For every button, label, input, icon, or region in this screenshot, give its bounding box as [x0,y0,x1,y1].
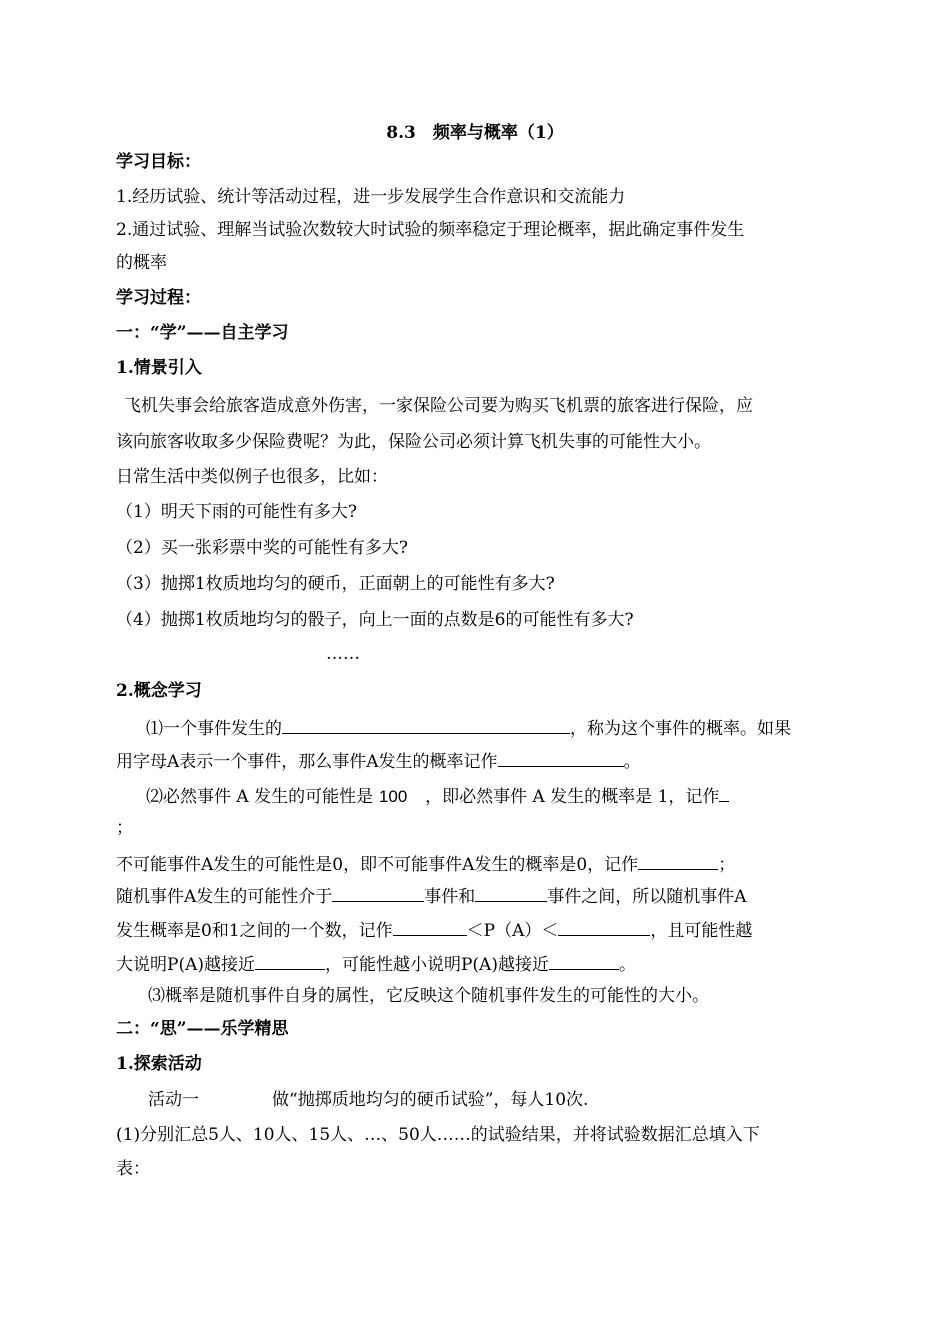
question-2: （2）买一张彩票中奖的可能性有多大? [116,538,408,558]
random-event-upper-blank[interactable] [475,886,547,902]
concept-1-line-1 [146,718,791,738]
concept-2-line-1 [146,786,729,806]
concept-1-line-2 [116,751,641,771]
concept-5-line [116,920,752,940]
concept-5-text-b: ＜P（A）＜ [466,921,559,941]
concept-4-text-b: 事件和 [424,887,476,907]
concept-1-text-a: ⑴一个事件发生的 [146,719,282,739]
impossible-event-blank[interactable] [638,854,718,870]
activity-label: 活动一 [148,1090,199,1110]
inequality-lower-blank[interactable] [393,920,467,936]
question-3: （3）抛掷1枚质地均匀的硬币，正面朝上的可能性有多大? [116,574,555,594]
objective-2-line-2: 的概率 [116,253,167,273]
random-event-lower-blank[interactable] [332,886,424,902]
concept-4-text-c: 事件之间，所以随机事件A [547,887,747,907]
concept-6-text-b: ，可能性越小说明P(A)越接近 [324,955,549,975]
objective-2-line-1: 2.通过试验、理解当试验次数较大时试验的频率稳定于理论概率，据此确定事件发生 [116,220,745,240]
part1-heading: 一：“学”——自主学习 [116,323,289,343]
objectives-heading: 学习目标： [116,152,201,172]
low-likelihood-blank[interactable] [549,954,619,970]
probability-notation-blank[interactable] [498,751,624,767]
concept-heading: 2.概念学习 [116,681,202,701]
concept-2-semicolon: ； [116,818,133,838]
certain-event-blank[interactable] [719,786,729,802]
intro-line-2: 该向旅客收取多少保险费呢？为此，保险公司必须计算飞机失事的可能性大小。 [116,432,711,452]
concept-6-text-a: 大说明P(A)越接近 [116,955,255,975]
inequality-upper-blank[interactable] [558,920,650,936]
concept-2-text-b: ，即必然事件 A 发生的概率是 1，记作 [425,787,720,807]
intro-heading: 1.情景引入 [116,358,202,378]
intro-line-1: 飞机失事会给旅客造成意外伤害，一家保险公司要为购买飞机票的旅客进行保险，应 [124,396,753,416]
probability-definition-blank[interactable] [282,718,570,734]
part2-heading: 二：“思”——乐学精思 [116,1019,289,1039]
concept-3-text-b: ； [718,855,736,875]
concept-2-text-a: ⑵必然事件 A 发生的可能性是 [146,787,374,807]
page-title: 8.3 频率与概率（1） [386,123,564,143]
concept-7-line: ⑶概率是随机事件自身的属性，它反映这个随机事件发生的可能性的大小。 [148,986,709,1006]
concept-6-text-c: 。 [618,955,636,975]
ellipsis: …… [326,644,360,664]
objective-1: 1.经历试验、统计等活动过程，进一步发展学生合作意识和交流能力 [116,187,626,207]
concept-3-line [116,854,735,874]
concept-5-text-a: 发生概率是0和1之间的一个数，记作 [116,921,393,941]
explore-heading: 1.探索活动 [116,1054,202,1074]
process-heading: 学习过程： [116,288,201,308]
task-1-line-1: (1)分别汇总5人、10人、15人、…、50人……的试验结果，并将试验数据汇总填入下 [116,1125,760,1145]
concept-5-text-c: ，且可能性越 [650,921,753,941]
concept-6-line [116,954,636,974]
high-likelihood-blank[interactable] [255,954,325,970]
question-4: （4）抛掷1枚质地均匀的骰子，向上一面的点数是6的可能性有多大? [116,610,634,630]
concept-4-text-a: 随机事件A发生的可能性介于 [116,887,333,907]
activity-text: 做“抛掷质地均匀的硬币试验”，每人10次. [272,1090,589,1110]
concept-3-text-a: 不可能事件A发生的可能性是0，即不可能事件A发生的概率是0，记作 [116,855,639,875]
task-1-line-2: 表： [116,1159,150,1179]
concept-1-text-d: 。 [623,752,641,772]
question-1: （1）明天下雨的可能性有多大? [116,502,357,522]
concept-1-text-b: ，称为这个事件的概率。如果 [570,719,791,739]
concept-4-line [116,886,747,906]
concept-1-text-c: 用字母A表示一个事件，那么事件A发生的概率记作 [116,752,498,772]
daily-life-text: 日常生活中类似例子也很多，比如： [116,467,388,487]
concept-2-value: 100 [378,787,408,806]
